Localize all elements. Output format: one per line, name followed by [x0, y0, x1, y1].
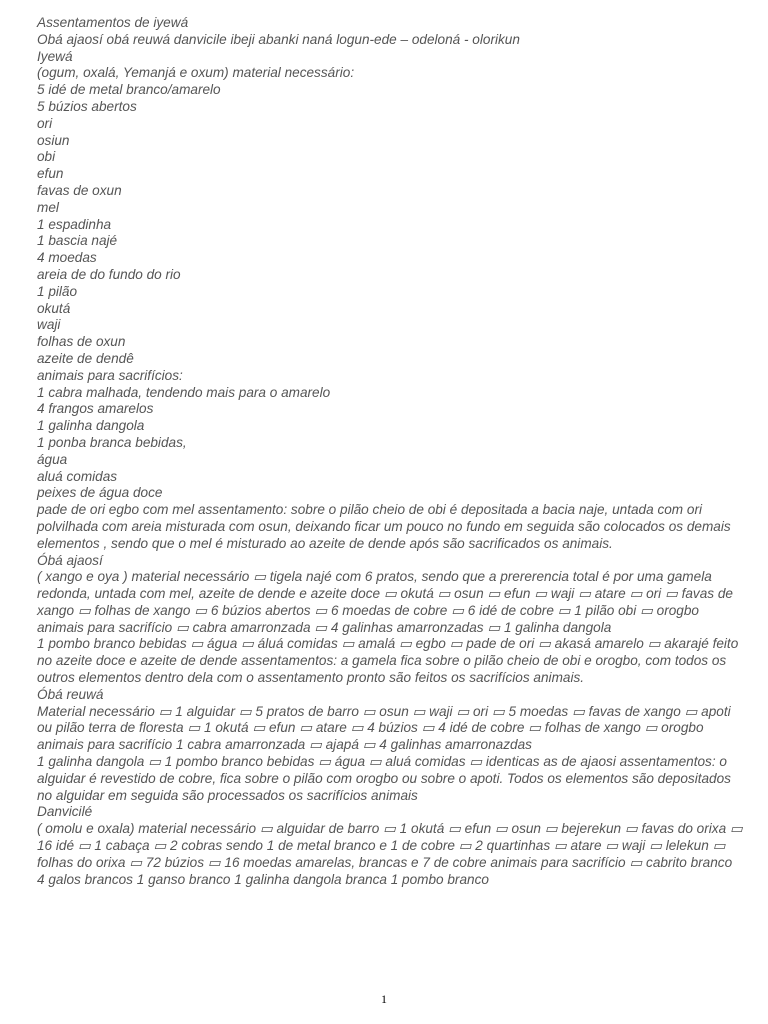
list-item: folhas de oxun	[37, 334, 126, 350]
list-item: 1 espadinha	[37, 216, 112, 232]
list-item: 1 cabra malhada, tendendo mais para o amarelo	[37, 384, 331, 400]
list-item: 5 búzios abertos	[37, 98, 137, 114]
list-item: 4 moedas	[37, 250, 97, 266]
text-line: 4 galos brancos 1 ganso branco 1 galinha dangola branca 1 pombo branco	[37, 871, 489, 887]
list-item: 1 ponba branca bebidas,	[37, 434, 187, 450]
list-item: aluá comidas	[37, 468, 118, 484]
paragraph: pade de ori egbo com mel assentamento: sobre o pilão cheio de obi é depositada a bacia naje, untada com ori polvilhada com areia misturada com osun, deixando ficar um pouco no fundo em seguida são colocados os demais elementos , sendo que o mel é misturado ao azeite de dende após são sacrificados os animais.	[37, 502, 731, 551]
list-item: okutá	[37, 300, 71, 316]
list-item: favas de oxun	[37, 182, 122, 198]
text-line: Obá ajaosí obá reuwá danvicile ibeji abanki naná logun-ede – odeloná - olorikun	[37, 31, 520, 47]
list-item: 5 idé de metal branco/amarelo	[37, 82, 221, 98]
list-item: mel	[37, 199, 59, 215]
list-item: peixes de água doce	[37, 485, 163, 501]
list-item: 1 pilão	[37, 283, 78, 299]
section-heading: Óbá ajaosí	[37, 552, 103, 568]
paragraph: ( omolu e oxala) material necessário ▭ alguidar de barro ▭ 1 okutá ▭ efun ▭ osun ▭ bejerekun ▭ favas do orixa ▭ 16 idé ▭ 1 cabaça ▭ 2 cobras sendo 1 de metal branco e 1 de cobre ▭ 2 quartinhas ▭ atare ▭ waji ▭ lelekun ▭ folhas do orixa ▭ 72 búzios ▭ 16 moedas amarelas, brancas e 7 de cobre animais para sacrifício ▭ cabrito branco	[37, 821, 743, 870]
paragraph: 1 pombo branco bebidas ▭ água ▭ áluá comidas ▭ amalá ▭ egbo ▭ pade de ori ▭ akasá amarelo ▭ akarajé feito no azeite doce e azeite de dende assentamentos: a gamela fica sobre o pilão cheio de obi e orogbo, com todos os outros elementos dentro dela com o assentamento pronto são feitos os sacrifícios animais.	[37, 636, 739, 686]
paragraph: Material necessário ▭ 1 alguidar ▭ 5 pratos de barro ▭ osun ▭ waji ▭ ori ▭ 5 moedas ▭ favas de xango ▭ apoti ou pilão terra de floresta ▭ 1 okutá ▭ efun ▭ atare ▭ 4 búzios ▭ 4 idé de cobre ▭ folhas de xango ▭ orogbo animais para sacrifício 1 cabra amarronzada ▭ ajapá ▭ 4 galinhas amarronazdas	[37, 703, 731, 753]
list-item: osiun	[37, 132, 70, 148]
list-item: 4 frangos amarelos	[37, 401, 154, 417]
section-heading: Óbá reuwá	[37, 686, 104, 702]
list-item: areia de do fundo do rio	[37, 266, 181, 282]
list-item: ori	[37, 115, 53, 131]
text-line: (ogum, oxalá, Yemanjá e oxum) material necessário:	[37, 65, 355, 81]
list-item: animais para sacrifícios:	[37, 367, 183, 383]
list-item: 1 bascia najé	[37, 233, 118, 249]
page-number: 1	[381, 992, 387, 1006]
paragraph: 1 galinha dangola ▭ 1 pombo branco bebidas ▭ água ▭ aluá comidas ▭ identicas as de ajaosi assentamentos: o alguidar é revestido de cobre, fica sobre o pilão com orogbo ou sobre o apoti. Todos os elementos são depositados no alguidar em seguida são processados os sacrifícios animais	[37, 754, 731, 803]
document-title: Assentamentos de iyewá	[37, 15, 189, 30]
document-body	[37, 15, 743, 888]
section-heading: Iyewá	[37, 48, 73, 64]
list-item: obi	[37, 149, 56, 165]
list-item: waji	[37, 317, 61, 333]
list-item: 1 galinha dangola	[37, 418, 145, 434]
list-item: água	[37, 451, 68, 467]
list-item: efun	[37, 166, 64, 182]
section-heading: Danvicilé	[37, 804, 93, 820]
list-item: azeite de dendê	[37, 350, 134, 366]
paragraph: ( xango e oya ) material necessário ▭ tigela najé com 6 pratos, sendo que a prererencia total é por uma gamela redonda, untada com mel, azeite de dende e azeite doce ▭ okutá ▭ osun ▭ efun ▭ waji ▭ atare ▭ ori ▭ favas de xango ▭ folhas de xango ▭ 6 búzios abertos ▭ 6 moedas de cobre ▭ 6 idé de cobre ▭ 1 pilão obi ▭ orogbo animais para sacrifício ▭ cabra amarronzada ▭ 4 galinhas amarronzadas ▭ 1 galinha dangola	[37, 569, 733, 635]
